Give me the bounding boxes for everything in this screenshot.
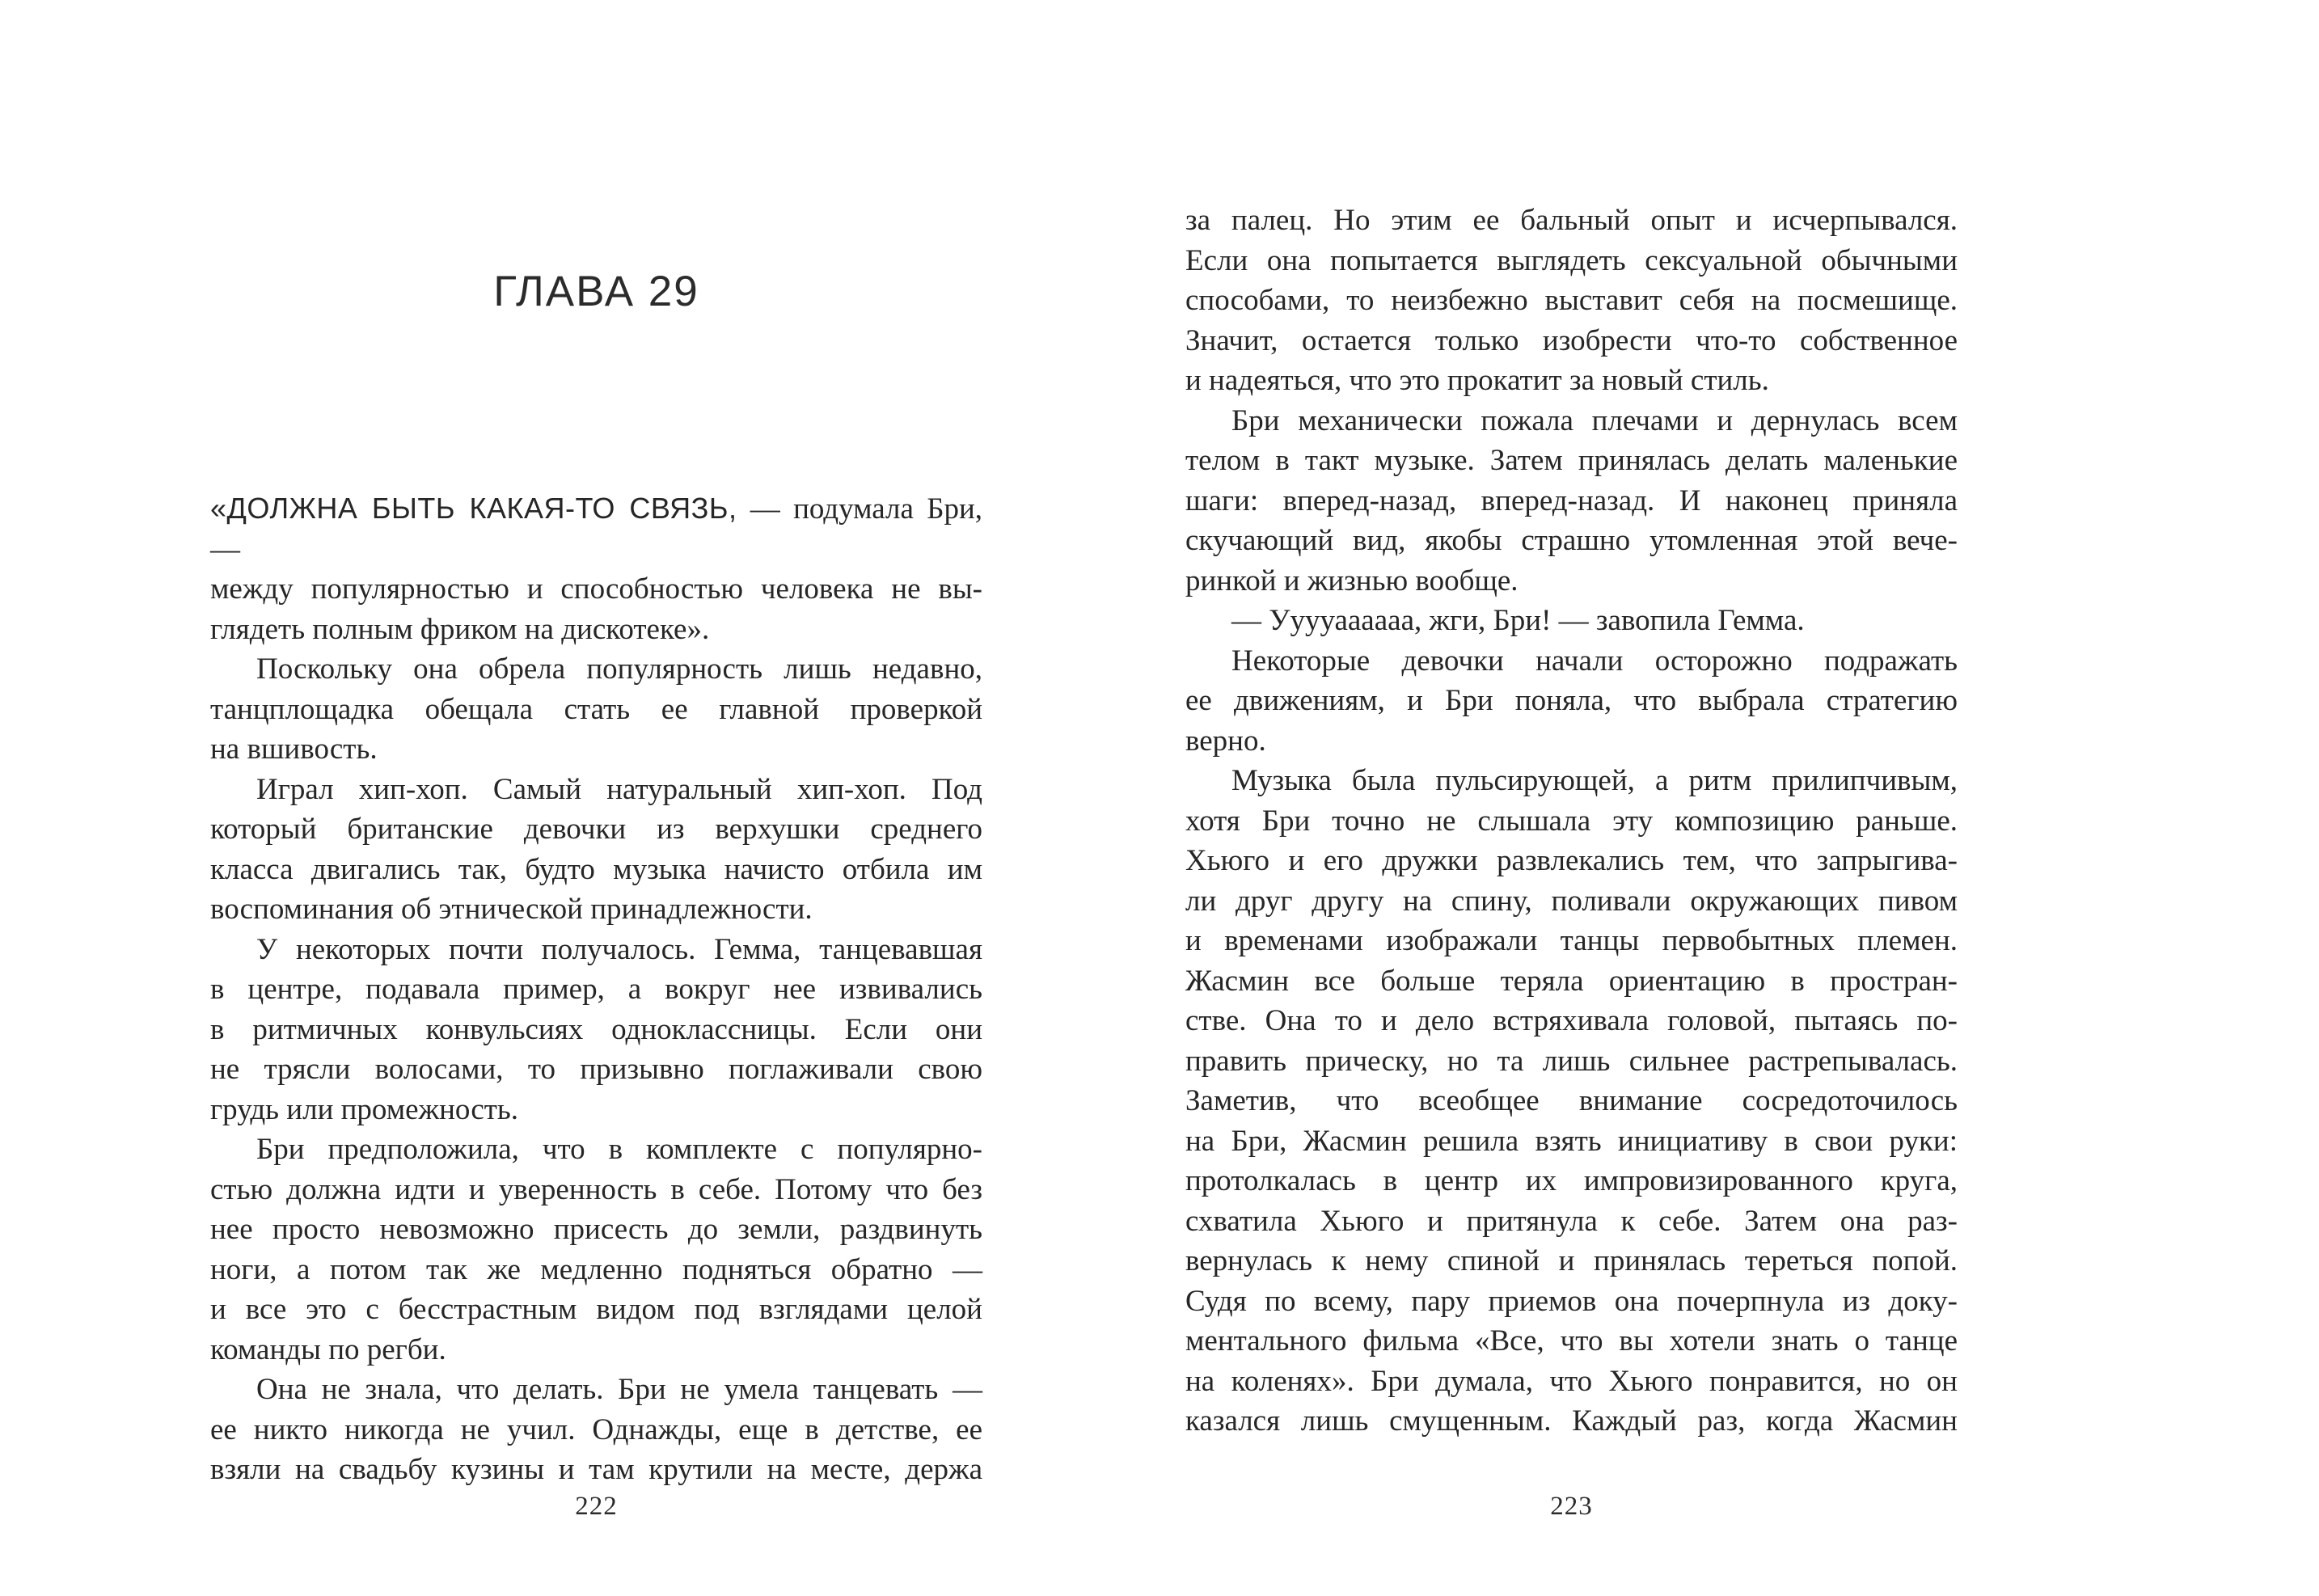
text-line: Заметив, что всеобщее внимание сосредоточилось: [1185, 1084, 1958, 1117]
text-line: за палец. Но этим ее бальный опыт и исчерпывался.: [1185, 204, 1958, 237]
text-line: ее никто никогда не учил. Однажды, еще в детстве, ее: [210, 1412, 982, 1446]
text-line: Значит, остается только изобрести что-то собственное: [1185, 323, 1958, 357]
text-line: телом в такт музыке. Затем принялась делать маленькие: [1185, 444, 1958, 477]
text-line: на коленях». Бри думала, что Хьюго понравится, но он: [1185, 1364, 1958, 1398]
text-line: не трясли волосами, то призывно поглаживали свою: [210, 1053, 982, 1086]
text-line: который британские девочки из верхушки среднего: [210, 813, 982, 846]
paragraph: [1185, 641, 1958, 762]
paragraph: [1185, 761, 1958, 1442]
paragraph: [1185, 601, 1958, 641]
text-line: команды по регби.: [210, 1332, 446, 1366]
text-line: скучающий вид, якобы страшно утомленная этой вече-: [1185, 524, 1958, 557]
paragraph: [210, 649, 982, 770]
chapter-title: ГЛАВА 29: [493, 268, 699, 315]
text-line: взяли на свадьбу кузины и там крутили на месте, держа: [210, 1453, 982, 1486]
text-line: нее просто невозможно присесть до земли, раздвинуть: [210, 1213, 982, 1246]
text-line: ли друг другу на спину, поливали окружающих пивом: [1185, 884, 1958, 918]
text-line: Она не знала, что делать. Бри не умела танцевать —: [256, 1373, 982, 1406]
text-line: Музыка была пульсирующей, а ритм прилипчивым,: [1231, 764, 1958, 797]
text-line: ее движениям, и Бри поняла, что выбрала стратегию: [1185, 684, 1958, 717]
text-line: — Ууууаааааа, жги, Бри! — завопила Гемма.: [1231, 604, 1805, 637]
paragraph: [210, 1370, 982, 1490]
paragraph: [210, 1129, 982, 1370]
text-line: Жасмин все больше теряла ориентацию в простран-: [1185, 964, 1958, 998]
text-line: Бри механически пожала плечами и дернулась всем: [1231, 403, 1958, 437]
page-number-right: 223: [1550, 1492, 1593, 1521]
text-line: Играл хип-хоп. Самый натуральный хип-хоп. Под: [256, 772, 982, 806]
text-line: и временами изображали танцы первобытных племен.: [1185, 924, 1958, 957]
text-line: воспоминания об этнической принадлежности.: [210, 893, 813, 926]
page-right-body: [1185, 201, 1958, 1442]
paragraph: [210, 930, 982, 1130]
text-line: ноги, а потом так же медленно подняться обратно —: [210, 1252, 982, 1286]
paragraph: [1185, 401, 1958, 602]
text-line: способами, то неизбежно выставит себя на посмешище.: [1185, 284, 1958, 317]
text-line: между популярностью и способностью человека не вы-: [210, 572, 982, 606]
text-line: верно.: [1185, 724, 1266, 758]
text-line: стью должна идти и уверенность в себе. Потому что без: [210, 1172, 982, 1206]
page-left: [210, 0, 982, 1596]
text-line: класса двигались так, будто музыка начисто отбила им: [210, 852, 982, 886]
text-line: и все это с бесстрастным видом под взглядами целой: [210, 1293, 982, 1326]
paragraph: [1185, 201, 1958, 401]
text-line: и надеяться, что это прокатит за новый стиль.: [1185, 364, 1769, 397]
text-line: Бри предположила, что в комплекте с популярно-: [256, 1133, 982, 1166]
paragraph: [210, 770, 982, 930]
text-line: в ритмичных конвульсиях одноклассницы. Если они: [210, 1012, 982, 1046]
text-line: грудь или промежность.: [210, 1092, 519, 1126]
text-line: вернулась к нему спиной и принялась тереться попой.: [1185, 1244, 1958, 1277]
text-line: ринкой и жизнью вообще.: [1185, 564, 1519, 597]
text-line: стве. Она то и дело встряхивала головой, пытаясь по-: [1185, 1004, 1958, 1037]
text-line: У некоторых почти получалось. Гемма, танцевавшая: [256, 932, 982, 966]
text-line: Хьюго и его дружки развлекались тем, что запрыгива-: [1185, 844, 1958, 877]
page-number-left: 222: [575, 1492, 618, 1521]
text-line: протолкалась в центр их импровизированного круга,: [1185, 1164, 1958, 1197]
text-line: на вшивость.: [210, 733, 378, 766]
lead-in-caps: «ДОЛЖНА БЫТЬ КАКАЯ-ТО СВЯЗЬ,: [210, 492, 737, 525]
text-line: глядеть полным фриком на дискотеке».: [210, 612, 710, 646]
page-right: [1185, 0, 1958, 1596]
text-line: Поскольку она обрела популярность лишь недавно,: [256, 652, 982, 686]
text-line: схватила Хьюго и притянула к себе. Затем она раз-: [1185, 1204, 1958, 1238]
text-line: в центре, подавала пример, а вокруг нее извивались: [210, 973, 982, 1006]
text-line: ментального фильма «Все, что вы хотели знать о танце: [1185, 1324, 1958, 1357]
text-line: танцплощадка обещала стать ее главной проверкой: [210, 692, 982, 726]
page-left-body: [210, 488, 982, 1490]
text-line: на Бри, Жасмин решила взять инициативу в свои руки:: [1185, 1124, 1958, 1158]
text-line: править прическу, но та лишь сильнее растрепывалась.: [1185, 1044, 1958, 1078]
text-line: хотя Бри точно не слышала эту композицию раньше.: [1185, 804, 1958, 838]
text-line: Судя по всему, пару приемов она почерпнула из доку-: [1185, 1284, 1958, 1318]
text-line: казался лишь смущенным. Каждый раз, когда Жасмин: [1185, 1404, 1958, 1438]
text-line: «ДОЛЖНА БЫТЬ КАКАЯ-ТО СВЯЗЬ, — подумала Бри, —: [210, 492, 982, 566]
paragraph: [210, 488, 982, 649]
text-line: шаги: вперед-назад, вперед-назад. И наконец приняла: [1185, 483, 1958, 517]
text-line: Если она попытается выглядеть сексуальной обычными: [1185, 243, 1958, 277]
text-line: Некоторые девочки начали осторожно подражать: [1231, 644, 1958, 678]
